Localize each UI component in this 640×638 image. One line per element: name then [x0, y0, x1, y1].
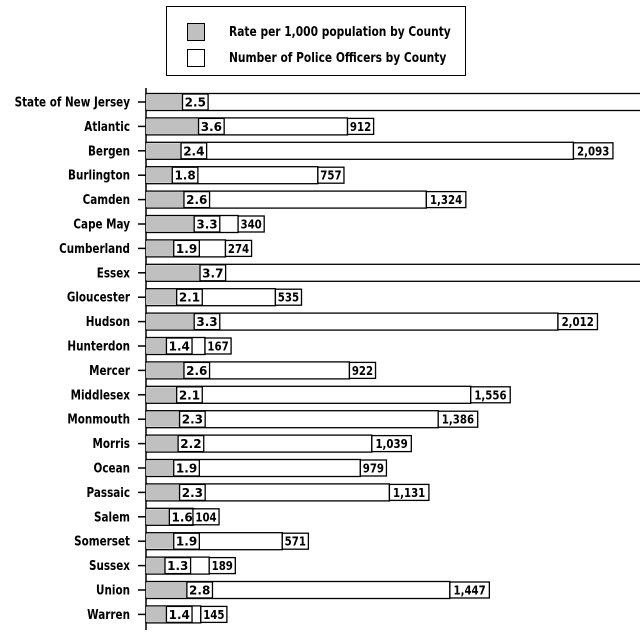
- bar-rate-camden: [146, 192, 184, 207]
- bar-rate-monmouth: [146, 412, 180, 427]
- count-label-sussex: 189: [211, 559, 233, 574]
- category-label-middlesex: Middlesex: [70, 387, 130, 403]
- count-label-passaic: 1,131: [393, 486, 426, 501]
- count-label-ocean: 979: [362, 461, 385, 476]
- count-label-camden: 1,324: [429, 193, 463, 208]
- count-label-cumberland: 274: [227, 242, 250, 257]
- category-label-hunterdon: Hunterdon: [67, 338, 130, 354]
- count-label-hunterdon: 167: [207, 339, 229, 354]
- legend-swatch-officers: [187, 49, 205, 67]
- bar-rate-essex: [146, 265, 200, 280]
- rate-label-essex: 3.7: [202, 266, 224, 281]
- category-label-salem: Salem: [94, 509, 130, 525]
- category-label-warren: Warren: [87, 606, 130, 623]
- bar-rate-burlington: [146, 168, 172, 183]
- category-label-union: Union: [96, 582, 130, 598]
- rate-label-passaic: 2.3: [181, 485, 204, 500]
- count-label-hudson: 2,012: [561, 315, 594, 330]
- count-label-bergen: 2,093: [577, 144, 610, 159]
- category-label-essex: Essex: [96, 265, 130, 281]
- rate-label-morris: 2.2: [180, 437, 202, 452]
- legend-label-rate: Rate per 1,000 population by County: [229, 24, 451, 40]
- bar-officers-bergen: [146, 142, 573, 159]
- count-label-monmouth: 1,386: [441, 412, 475, 427]
- bar-rate-hunterdon: [146, 339, 166, 354]
- rate-label-monmouth: 2.3: [181, 412, 204, 427]
- bar-rate-state-of-new-jersey: [146, 95, 183, 110]
- rate-label-burlington: 1.8: [174, 168, 196, 183]
- count-label-union: 1,447: [453, 583, 486, 598]
- bar-rate-gloucester: [146, 290, 177, 305]
- count-label-somerset: 571: [284, 534, 306, 549]
- category-label-hudson: Hudson: [85, 313, 130, 330]
- count-label-cape-may: 340: [240, 217, 262, 232]
- bar-rate-atlantic: [146, 119, 199, 134]
- bar-rate-cape-may: [146, 217, 194, 232]
- bar-rate-union: [146, 583, 187, 598]
- bar-rate-hudson: [146, 314, 194, 329]
- bar-rate-somerset: [146, 534, 174, 549]
- rate-label-ocean: 1.9: [175, 461, 198, 476]
- category-label-morris: Morris: [92, 435, 130, 452]
- category-label-monmouth: Monmouth: [67, 411, 130, 428]
- count-label-burlington: 757: [320, 168, 342, 183]
- bar-rate-ocean: [146, 461, 174, 476]
- rate-label-warren: 1.4: [168, 607, 190, 622]
- rate-label-camden: 2.6: [186, 193, 208, 208]
- category-label-mercer: Mercer: [89, 362, 130, 379]
- rate-label-cumberland: 1.9: [175, 241, 198, 256]
- bar-rate-mercer: [146, 363, 184, 378]
- bar-rate-passaic: [146, 485, 180, 500]
- count-label-morris: 1,039: [375, 437, 408, 452]
- rate-label-gloucester: 2.1: [178, 290, 201, 305]
- rate-label-sussex: 1.3: [167, 559, 189, 574]
- category-label-cape-may: Cape May: [73, 216, 130, 232]
- rate-label-mercer: 2.6: [186, 363, 208, 378]
- rate-label-salem: 1.6: [171, 510, 193, 525]
- rate-label-state-of-new-jersey: 2.5: [184, 95, 206, 110]
- count-label-atlantic: 912: [349, 120, 372, 135]
- bar-rate-cumberland: [146, 241, 174, 256]
- count-label-gloucester: 535: [277, 290, 300, 305]
- rate-label-somerset: 1.9: [175, 534, 198, 549]
- rate-label-hudson: 3.3: [196, 315, 218, 330]
- legend-item-officers: [187, 48, 494, 68]
- bar-rate-middlesex: [146, 387, 177, 402]
- category-label-passaic: Passaic: [86, 484, 130, 501]
- bar-officers-state-of-new-jersey: [146, 94, 640, 111]
- rate-label-atlantic: 3.6: [200, 119, 222, 134]
- rate-label-hunterdon: 1.4: [168, 339, 190, 354]
- bar-rate-salem: [146, 509, 169, 524]
- category-label-cumberland: Cumberland: [59, 240, 130, 257]
- category-label-atlantic: Atlantic: [84, 118, 130, 135]
- bar-rate-bergen: [146, 143, 181, 158]
- count-label-salem: 104: [195, 510, 217, 525]
- count-label-mercer: 922: [351, 364, 374, 379]
- category-label-bergen: Bergen: [88, 143, 130, 159]
- category-label-sussex: Sussex: [88, 557, 130, 574]
- category-label-ocean: Ocean: [93, 460, 130, 476]
- legend-label-officers: Number of Police Officers by County: [229, 50, 447, 66]
- category-label-burlington: Burlington: [68, 167, 130, 184]
- bar-rate-sussex: [146, 558, 165, 573]
- bar-rate-warren: [146, 607, 166, 622]
- count-label-middlesex: 1,556: [474, 388, 507, 403]
- rate-label-bergen: 2.4: [183, 144, 205, 159]
- legend-swatch-rate: [187, 23, 205, 41]
- chart-legend: [166, 6, 466, 76]
- category-label-gloucester: Gloucester: [66, 289, 130, 306]
- category-label-state-of-new-jersey: State of New Jersey: [14, 94, 131, 110]
- rate-label-union: 2.8: [189, 583, 211, 598]
- count-label-warren: 145: [203, 608, 225, 623]
- category-label-somerset: Somerset: [74, 533, 130, 550]
- rate-label-middlesex: 2.1: [178, 388, 201, 403]
- legend-item-rate: [187, 22, 499, 42]
- category-label-camden: Camden: [82, 191, 130, 208]
- bar-rate-morris: [146, 436, 178, 451]
- rate-label-cape-may: 3.3: [196, 217, 218, 232]
